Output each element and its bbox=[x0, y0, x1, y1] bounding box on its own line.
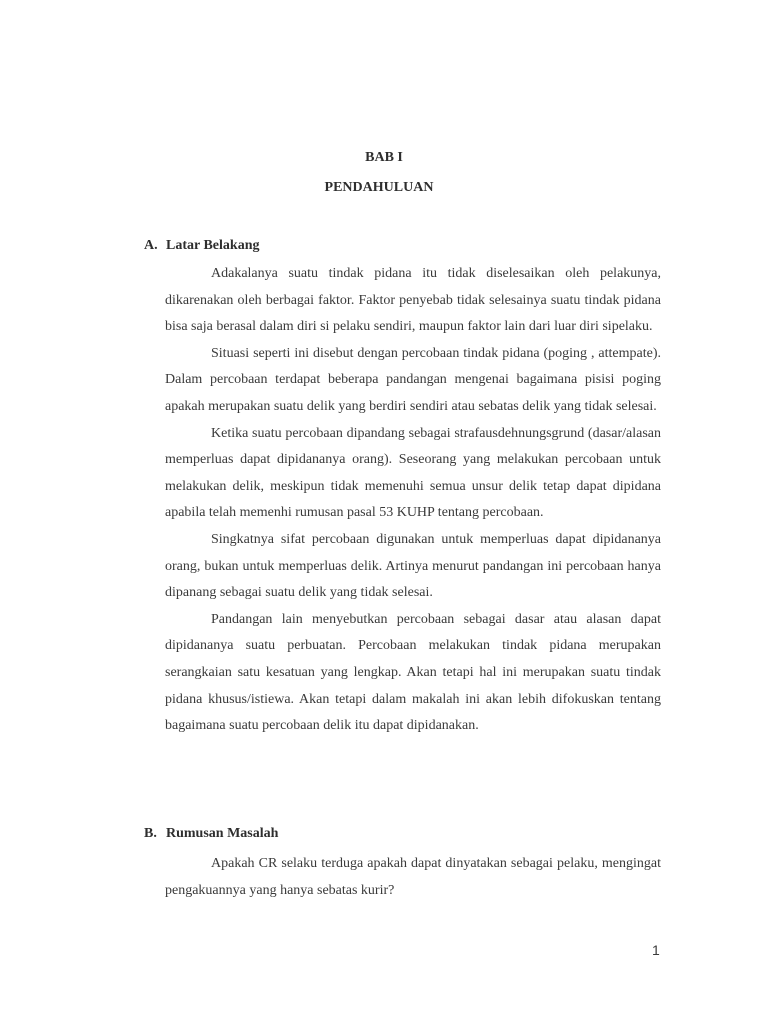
section-title: Rumusan Masalah bbox=[166, 826, 279, 841]
chapter-number: BAB I bbox=[365, 150, 403, 165]
paragraph: Situasi seperti ini disebut dengan percobaan tindak pidana (poging , attempate). Dalam percobaan terdapat beberapa pandangan mengenai bagaimana pisisi poging apakah merupakan suatu delik yang berdiri sendiri atau sebatas delik yang tidak selesai. bbox=[165, 345, 661, 414]
section-heading-rumusan-masalah bbox=[144, 826, 278, 842]
chapter-title: PENDAHULUAN bbox=[324, 180, 434, 195]
section-letter: B. bbox=[144, 826, 157, 841]
paragraph: Apakah CR selaku terduga apakah dapat dinyatakan sebagai pelaku, mengingat pengakuannya yang hanya sebatas kurir? bbox=[165, 856, 661, 898]
paragraph: Singkatnya sifat percobaan digunakan untuk memperluas dapat dipidananya orang, bukan untuk memperluas delik. Artinya menurut pandangan ini percobaan hanya dipanang sebagai suatu delik yang tidak selesai. bbox=[165, 531, 661, 601]
paragraph: Ketika suatu percobaan dipandang sebagai strafausdehnungsgrund (dasar/alasan memperluas dapat dipidananya orang). Seseorang yang melakukan percobaan untuk melakukan delik, meskipun tidak memenuhi semua unsur delik tetap dapat dipidana apabila telah memenhi rumusan pasal 53 KUHP tentang percobaan. bbox=[165, 425, 661, 521]
section-heading-latar-belakang bbox=[144, 238, 259, 254]
section-body-rumusan-masalah bbox=[165, 851, 661, 904]
paragraph: Adakalanya suatu tindak pidana itu tidak diselesaikan oleh pelakunya, dikarenakan oleh berbagai faktor. Faktor penyebab tidak selesainya suatu tindak pidana bisa saja berasal dalam diri si pelaku sendiri, maupun faktor lain dari luar diri sipelaku. bbox=[165, 266, 661, 335]
page-number: 1 bbox=[652, 942, 660, 958]
section-body-latar-belakang bbox=[165, 261, 661, 740]
section-title: Latar Belakang bbox=[166, 238, 260, 253]
section-letter: A. bbox=[144, 238, 158, 253]
paragraph: Pandangan lain menyebutkan percobaan sebagai dasar atau alasan dapat dipidananya suatu perbuatan. Percobaan melakukan tindak pidana merupakan serangkaian satu kesatuan yang lengkap. Akan tetapi hal ini merupakan suatu tindak pidana khusus/istiewa. Akan tetapi dalam makalah ini akan lebih difokuskan tentang bagaimana suatu percobaan delik itu dapat dipidanakan. bbox=[165, 611, 661, 734]
